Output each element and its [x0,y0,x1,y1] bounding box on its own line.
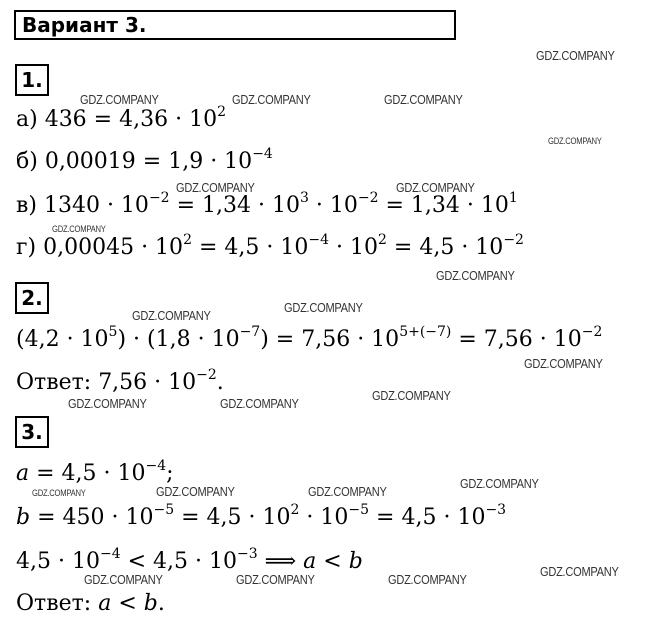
watermark: GDZ.COMPANY [308,484,387,499]
task3-cmp-part: < [316,549,349,574]
watermark: GDZ.COMPANY [132,308,211,323]
task1-c-exp: 1 [508,190,518,206]
task3-b-part: · 10 [299,505,349,530]
task1-line-d [16,234,524,262]
watermark: GDZ.COMPANY [388,572,467,587]
task3-b-part: = 4,5 · 10 [369,505,486,530]
task2-eq-part: ) = 7,56 · 10 [260,327,400,352]
watermark: GDZ.COMPANY [384,92,463,107]
task3-var-b: b [16,505,31,530]
task3-answer-var: a [98,591,112,616]
task3-answer-part: . [157,591,165,616]
watermark: GDZ.COMPANY [460,476,539,491]
watermark: GDZ.COMPANY [176,180,255,195]
task1-c-part: в) 1340 · 10 [16,193,149,218]
task3-cmp-part: 4,5 · 10 [16,549,100,574]
task1-a-text: а) 436 = 4,36 · 10 [16,107,218,132]
task1-line-a [16,106,226,134]
task1-b-text: б) 0,00019 = 1,9 · 10 [16,149,253,174]
task3-cmp-part: ⟹ [257,549,304,574]
task1-d-part: = 4,5 · 10 [191,235,309,260]
task2-answer [16,369,224,397]
task3-answer-part: Ответ: [16,591,99,616]
watermark: GDZ.COMPANY [232,92,311,107]
watermark: GDZ.COMPANY [80,92,159,107]
task1-a-exp: 2 [217,104,226,120]
task3-a-part: ; [166,461,174,486]
watermark: GDZ.COMPANY [536,48,615,63]
task2-eq-part: (4,2 · 10 [16,327,109,352]
task2-eq-exp: 5 [108,324,118,340]
task1-c-exp: 3 [299,190,309,206]
watermark: GDZ.COMPANY [236,572,315,587]
watermark: GDZ.COMPANY [284,300,363,315]
watermark: GDZ.COMPANY [84,572,163,587]
watermark: GDZ.COMPANY [540,564,619,579]
task1-d-part: г) 0,00045 · 10 [16,235,184,260]
task3-b-exp: 2 [290,502,300,518]
task3-answer-part: < [111,591,144,616]
task1-d-exp: −2 [503,232,524,248]
task3-answer [16,590,165,618]
task1-d-exp: 2 [183,232,192,248]
task-number-3: 3. [15,416,49,448]
watermark: GDZ.COMPANY [32,488,86,498]
watermark: GDZ.COMPANY [68,396,147,411]
variant-title: Вариант 3. [14,10,456,40]
task2-eq-part: = 7,56 · 10 [451,327,582,352]
task2-eq-part: ) · (1,8 · 10 [117,327,240,352]
task1-d-exp: −4 [308,232,330,248]
task1-d-exp: 2 [378,232,387,248]
task1-c-exp: −2 [148,190,170,206]
task3-b-exp: −5 [153,502,175,518]
watermark: GDZ.COMPANY [396,180,475,195]
task2-answer-exp: −2 [196,367,217,383]
task3-line-a [16,460,174,488]
watermark: GDZ.COMPANY [52,224,106,234]
task3-b-part: = 450 · 10 [30,505,154,530]
task2-answer-part: Ответ: 7,56 · 10 [16,370,197,395]
task2-equation [16,326,602,354]
task1-d-part: = 4,5 · 10 [386,235,504,260]
task3-cmp-part: < 4,5 · 10 [120,549,237,574]
task3-var-a: a [16,461,30,486]
task3-b-part: = 4,5 · 10 [174,505,291,530]
task2-eq-exp: −2 [581,324,603,340]
watermark: GDZ.COMPANY [548,136,602,146]
task2-eq-exp: −7 [239,324,261,340]
task3-b-exp: −3 [485,502,507,518]
task1-line-b [16,148,273,176]
task3-answer-var: b [143,591,158,616]
task2-answer-part: . [216,370,224,395]
task1-d-part: · 10 [329,235,378,260]
task-number-2: 2. [15,282,49,314]
watermark: GDZ.COMPANY [372,388,451,403]
task3-a-part: = 4,5 · 10 [29,461,146,486]
task3-cmp-var: b [348,549,363,574]
task3-cmp-var: a [303,549,317,574]
task3-b-exp: −5 [348,502,370,518]
watermark: GDZ.COMPANY [436,268,515,283]
task1-line-c [16,192,518,220]
task3-line-b [16,504,506,532]
task-number-1: 1. [15,64,49,96]
task3-a-exp: −4 [145,458,167,474]
task3-cmp-exp: −4 [99,546,121,562]
watermark: GDZ.COMPANY [524,356,603,371]
task1-c-part: · 10 [308,193,358,218]
task1-b-exp: −4 [252,146,273,162]
watermark: GDZ.COMPANY [220,396,299,411]
watermark: GDZ.COMPANY [156,484,235,499]
task3-cmp-exp: −3 [237,546,258,562]
task1-c-exp: −2 [357,190,379,206]
task1-c-part: = 1,34 · 10 [169,193,300,218]
task2-eq-exp: 5+(−7) [399,324,452,340]
task1-c-part: = 1,34 · 10 [378,193,509,218]
